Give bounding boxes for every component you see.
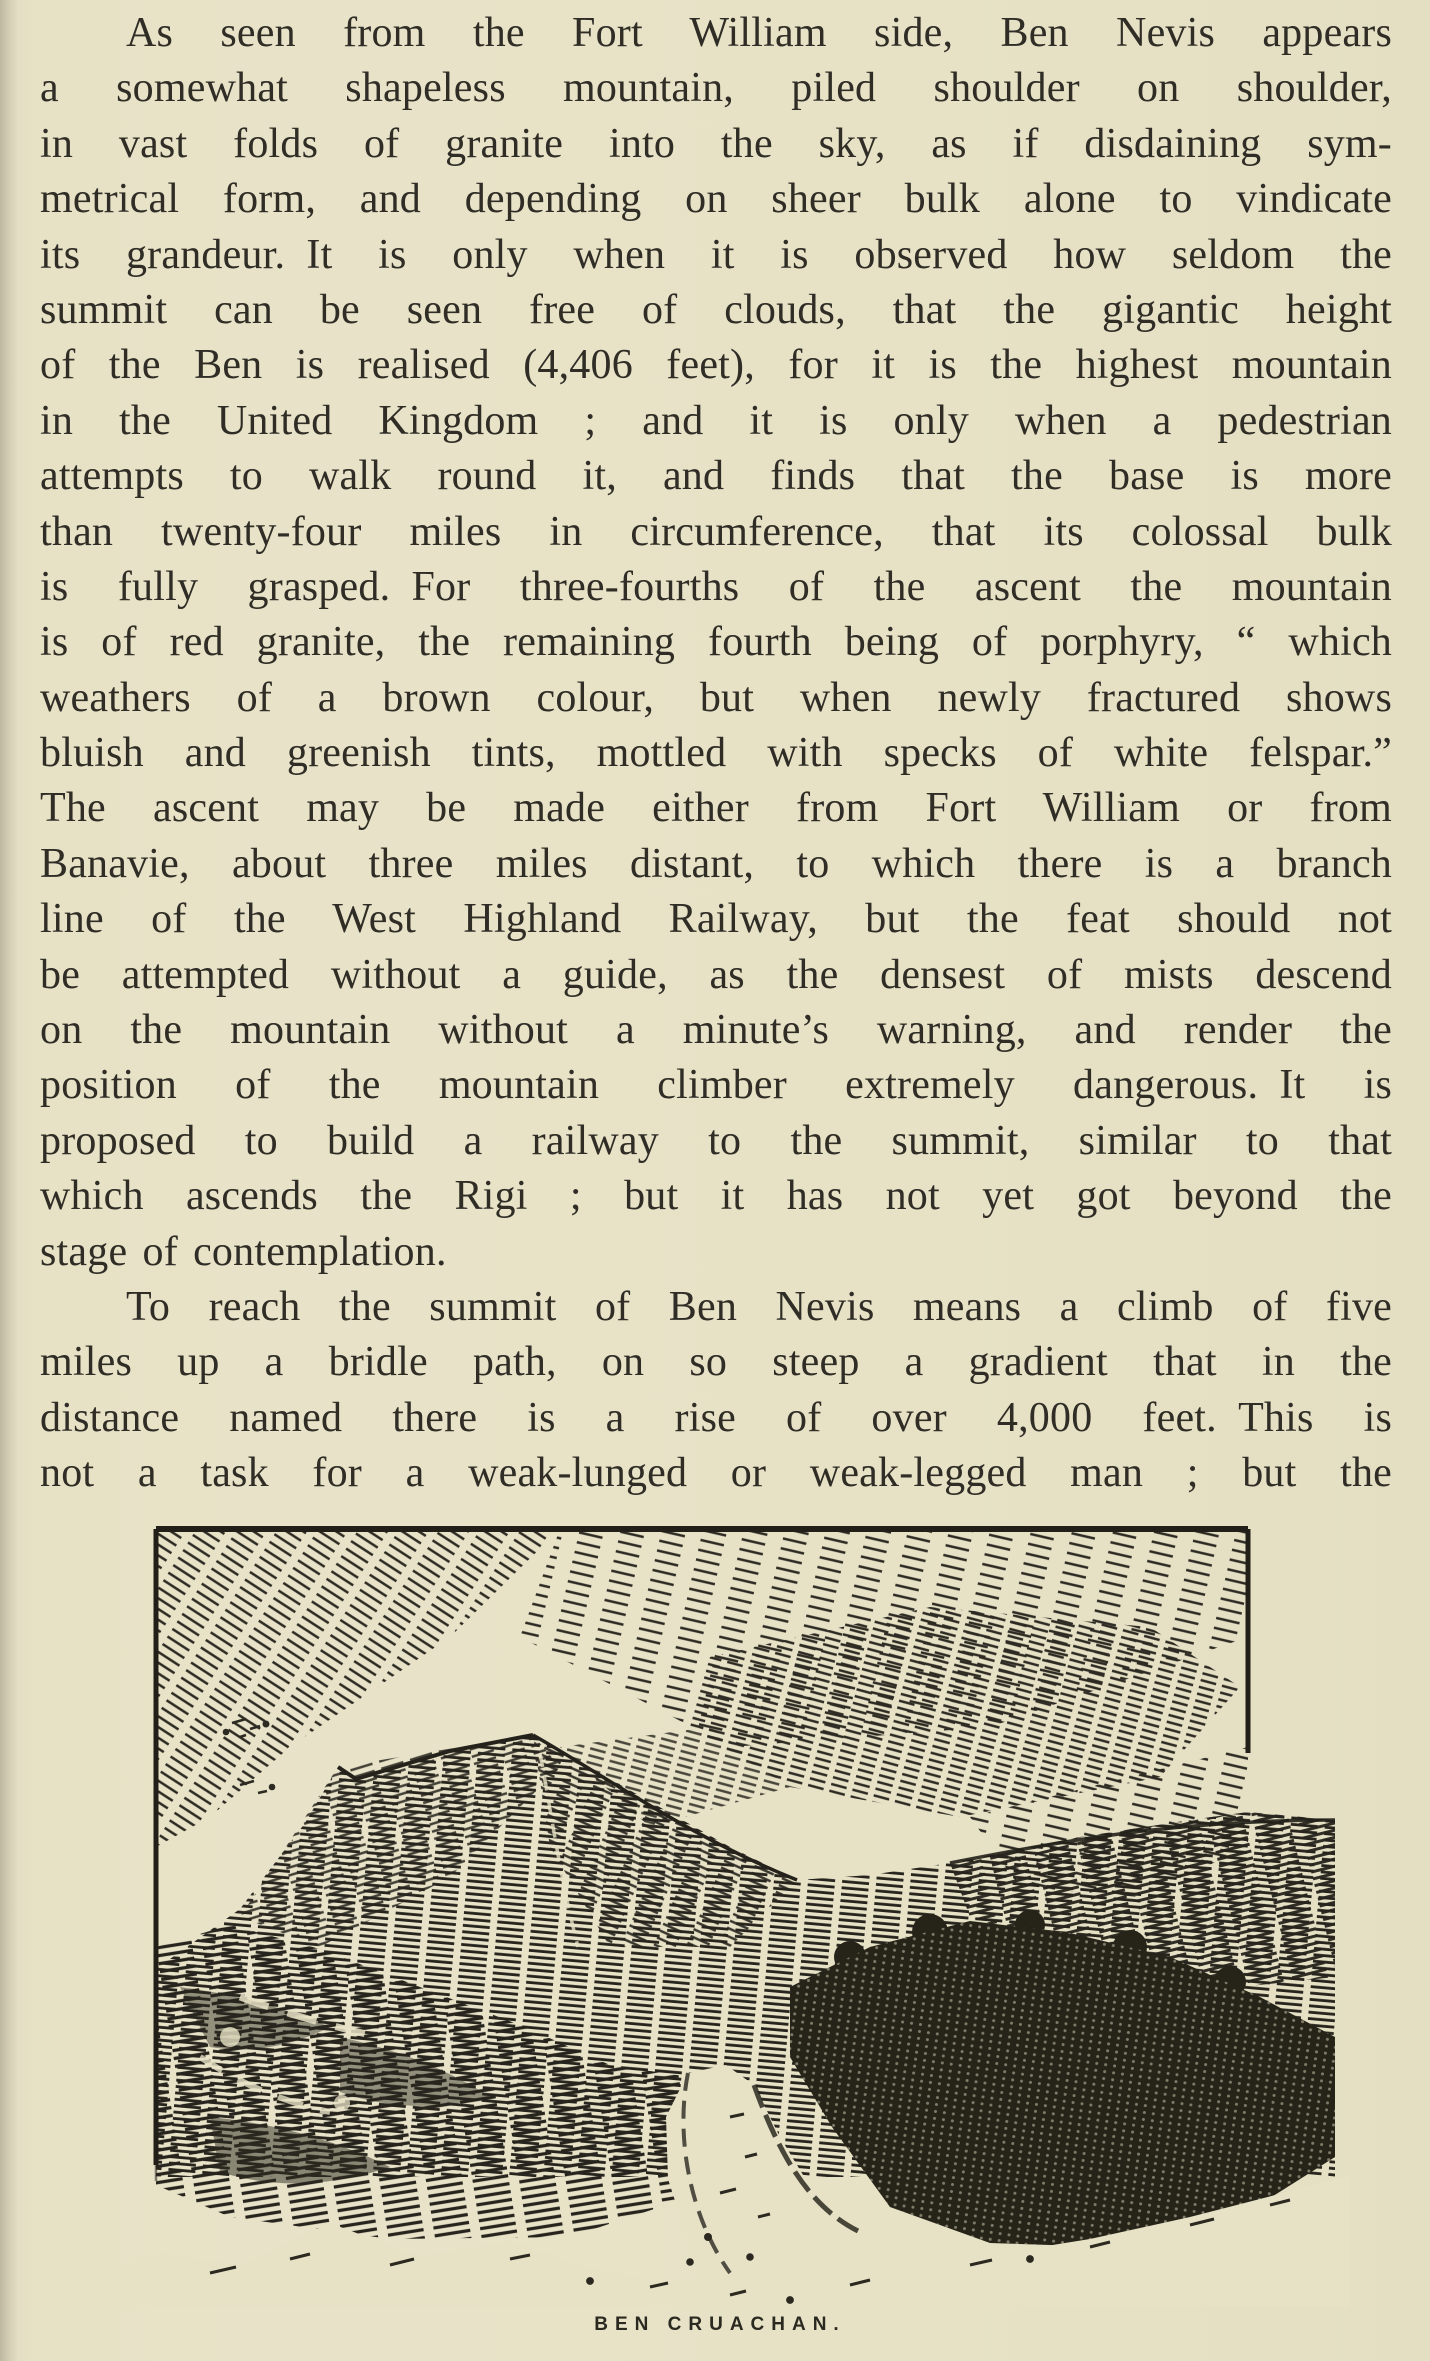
text-line: miles up a bridle path, on so steep a gradient that in the (40, 1339, 1392, 1386)
illustration-caption: BEN CRUACHAN. (594, 2314, 846, 2335)
text-line: The ascent may be made either from Fort William or from (40, 785, 1392, 832)
illustration-engraving (90, 1517, 1350, 2307)
text-line: As seen from the Fort William side, Ben Nevis appears (126, 10, 1392, 56)
text-line: line of the West Highland Railway, but the feat should not (40, 896, 1392, 943)
text-line: Banavie, about three miles distant, to which there is a branch (40, 840, 1392, 887)
text-line: on the mountain without a minute’s warning, and render the (40, 1007, 1392, 1054)
text-line: a somewhat shapeless mountain, piled shoulder on shoulder, (40, 65, 1392, 112)
text-line: is fully grasped. For three-fourths of the ascent the mountain (40, 563, 1392, 610)
text-line: not a task for a weak-lunged or weak-legged man ; but the (40, 1450, 1392, 1497)
text-line: stage of contemplation. (40, 1228, 447, 1275)
text-line: is of red granite, the remaining fourth being of porphyry, “ which (40, 619, 1392, 666)
text-line: of the Ben is realised (4,406 feet), for it is the highest mountain (40, 342, 1392, 389)
text-line: in vast folds of granite into the sky, as if disdaining sym- (40, 120, 1392, 167)
text-line: bluish and greenish tints, mottled with specks of white felspar.” (40, 730, 1392, 777)
text-line: proposed to build a railway to the summit, similar to that (40, 1117, 1392, 1164)
text-line: be attempted without a guide, as the densest of mists descend (40, 951, 1392, 998)
text-line: summit can be seen free of clouds, that the gigantic height (40, 286, 1392, 333)
text-line: To reach the summit of Ben Nevis means a climb of five (126, 1283, 1392, 1330)
text-line: its grandeur. It is only when it is observed how seldom the (40, 231, 1392, 278)
text-line: in the United Kingdom ; and it is only when a pedestrian (40, 397, 1392, 444)
body-text (40, 6, 1392, 1502)
text-line: position of the mountain climber extremely dangerous. It is (40, 1062, 1392, 1109)
text-line: weathers of a brown colour, but when newly fractured shows (40, 674, 1392, 721)
page-edge-shading (0, 0, 18, 2361)
text-line: distance named there is a rise of over 4,000 feet. This is (40, 1394, 1392, 1441)
text-line: metrical form, and depending on sheer bulk alone to vindicate (40, 176, 1392, 223)
text-line: which ascends the Rigi ; but it has not yet got beyond the (40, 1173, 1392, 1220)
text-line: than twenty-four miles in circumference, that its colossal bulk (40, 508, 1392, 555)
text-line: attempts to walk round it, and finds that the base is more (40, 453, 1392, 500)
